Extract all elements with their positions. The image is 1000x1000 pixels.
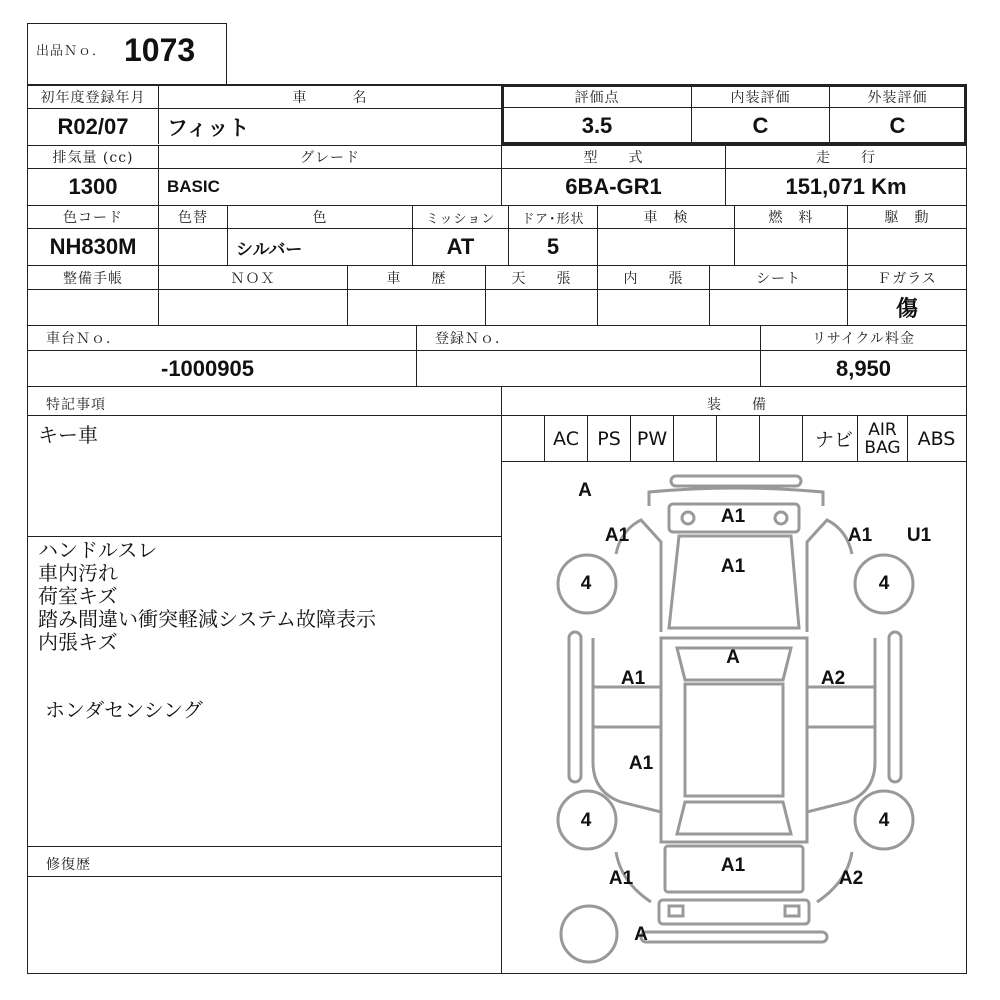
hood-outline [669,536,799,628]
rear-bumper-lower [641,932,827,942]
mark-tire-rr: 4 [878,810,890,831]
right-mirror [889,632,901,782]
equipment-slot-6 [716,416,759,461]
color-code-label: 色コード [27,205,158,228]
equipment-abs: ABS [907,416,965,461]
mission-label: ミッション [412,205,508,228]
equipment-ps: PS [587,416,630,461]
car-name-value: フィット [158,108,501,144]
color-value: シルバー [227,228,412,265]
seat-label: シート [709,265,847,289]
color-code-value: NH830M [27,228,158,265]
recycle-fee-label: リサイクル料金 [760,325,967,350]
mark-rear-left: A1 [608,868,634,889]
door-label: ドア･形状 [508,205,597,228]
interior-score-label: 内装評価 [691,86,829,108]
notes-label-divider [27,415,502,416]
equipment-navi: ナビ [802,416,857,461]
nox-value [158,289,347,325]
recolor-label: 色替 [158,205,227,228]
notes-line-3: 荷室キズ [38,584,118,608]
reg-year-value: R02/07 [27,108,158,144]
equipment-slot-7 [759,416,802,461]
spare-tire [561,906,617,962]
score-value: 3.5 [581,112,613,138]
car-diagram [501,462,967,972]
notes-top: キー車 [38,423,98,447]
right-body-side [807,638,875,812]
mark-tire-fr: 4 [878,573,890,594]
recolor-value [158,228,227,265]
interior-score-value: C [691,108,829,143]
headlight-left [682,512,694,524]
notes-label: 特記事項 [46,397,106,413]
mark-left-rear-door: A1 [628,753,654,774]
mark-front-top: A [578,480,592,501]
left-body-side [593,638,661,812]
equipment-ac: AC [544,416,587,461]
interior-trim-value [597,289,709,325]
right-front-fender [807,520,852,632]
mark-left-front-door: A1 [620,668,646,689]
inspection-value [597,228,734,265]
mileage-label: 走 行 [725,145,967,168]
equipment-airbag: AIR BAG [857,416,907,461]
registration-no-value [416,350,760,386]
right-door-lines [807,687,875,727]
mark-front-u: U1 [906,525,932,546]
mileage-value: 151,071 Km [725,168,967,205]
headlight-right [775,512,787,524]
grade-value: BASIC [158,168,501,205]
mission-value: AT [412,228,508,265]
mark-rear-right: A2 [838,868,864,889]
notes-extra: ホンダセンシング [45,698,203,722]
repair-divider [27,846,502,847]
repair-label-divider [27,876,502,877]
service-book-label: 整備手帳 [27,265,158,289]
notes-mid-divider [27,536,502,537]
model-label: 型 式 [501,145,725,168]
left-mirror [569,632,581,782]
fuel-value [734,228,847,265]
door-value: 5 [508,228,597,265]
lot-box [27,23,227,85]
car-name-label: 車 名 [158,85,501,108]
chassis-no-value: -1000905 [27,350,416,386]
front-glass-label: Ｆガラス [847,265,967,289]
exterior-score-label: 外装評価 [829,86,965,108]
equipment-pw: PW [630,416,673,461]
drive-value [847,228,967,265]
interior-trim-label: 内 張 [597,265,709,289]
exterior-score-value: C [829,108,965,143]
roof-lining-value [485,289,597,325]
mark-grille: A1 [720,506,746,527]
equipment-slot-1 [501,416,544,461]
drive-label: 駆 動 [847,205,967,228]
roof-lining-label: 天 張 [485,265,597,289]
displacement-value: 1300 [27,168,158,205]
notes-line-4: 踏み間違い衝突軽減システム故障表示 [38,607,376,631]
car-history-value [347,289,485,325]
displacement-label: 排気量 (cc) [27,145,158,168]
notes-column [27,386,502,974]
equipment-row [501,415,967,462]
notes-line-5: 内張キズ [38,630,118,654]
recycle-fee-value: 8,950 [760,350,967,386]
score-label: 評価点 [503,86,691,108]
service-book-value [27,289,158,325]
mark-trunk: A1 [720,855,746,876]
taillight-right [785,906,799,916]
mark-front-left: A1 [604,525,630,546]
reg-year-label: 初年度登録年月 [27,85,158,108]
chassis-no-label: 車台Ｎｏ． [27,325,416,350]
nox-label: ＮＯＸ [158,265,347,289]
model-value: 6BA-GR1 [501,168,725,205]
mark-rear-bottom: A [634,924,648,945]
mark-tire-rl: 4 [580,810,592,831]
registration-no-label: 登録Ｎｏ． [416,325,760,350]
equipment-label: 装 備 [707,397,767,413]
front-bumper-outline [671,476,801,486]
color-label: 色 [227,205,412,228]
lot-number: 1073 [124,32,196,68]
inspection-label: 車 検 [597,205,734,228]
front-glass-value: 傷 [847,289,967,325]
mark-hood: A1 [720,556,746,577]
fuel-label: 燃 料 [734,205,847,228]
mark-roof-front: A [726,647,740,668]
car-history-label: 車 歴 [347,265,485,289]
lot-label: 出品Ｎｏ． [36,44,107,59]
grade-label: グレード [158,145,501,168]
rear-window [677,802,791,834]
left-door-lines [593,687,661,727]
repair-history-label: 修復歴 [46,857,91,873]
roof-panel [685,684,783,796]
equipment-slot-5 [673,416,716,461]
mark-tire-fl: 4 [580,573,592,594]
notes-line-1: ハンドルスレ [38,538,158,562]
mark-right-front-door: A2 [820,668,846,689]
notes-line-2: 車内汚れ [38,561,118,585]
mark-front-right: A1 [847,525,873,546]
seat-value [709,289,847,325]
taillight-left [669,906,683,916]
